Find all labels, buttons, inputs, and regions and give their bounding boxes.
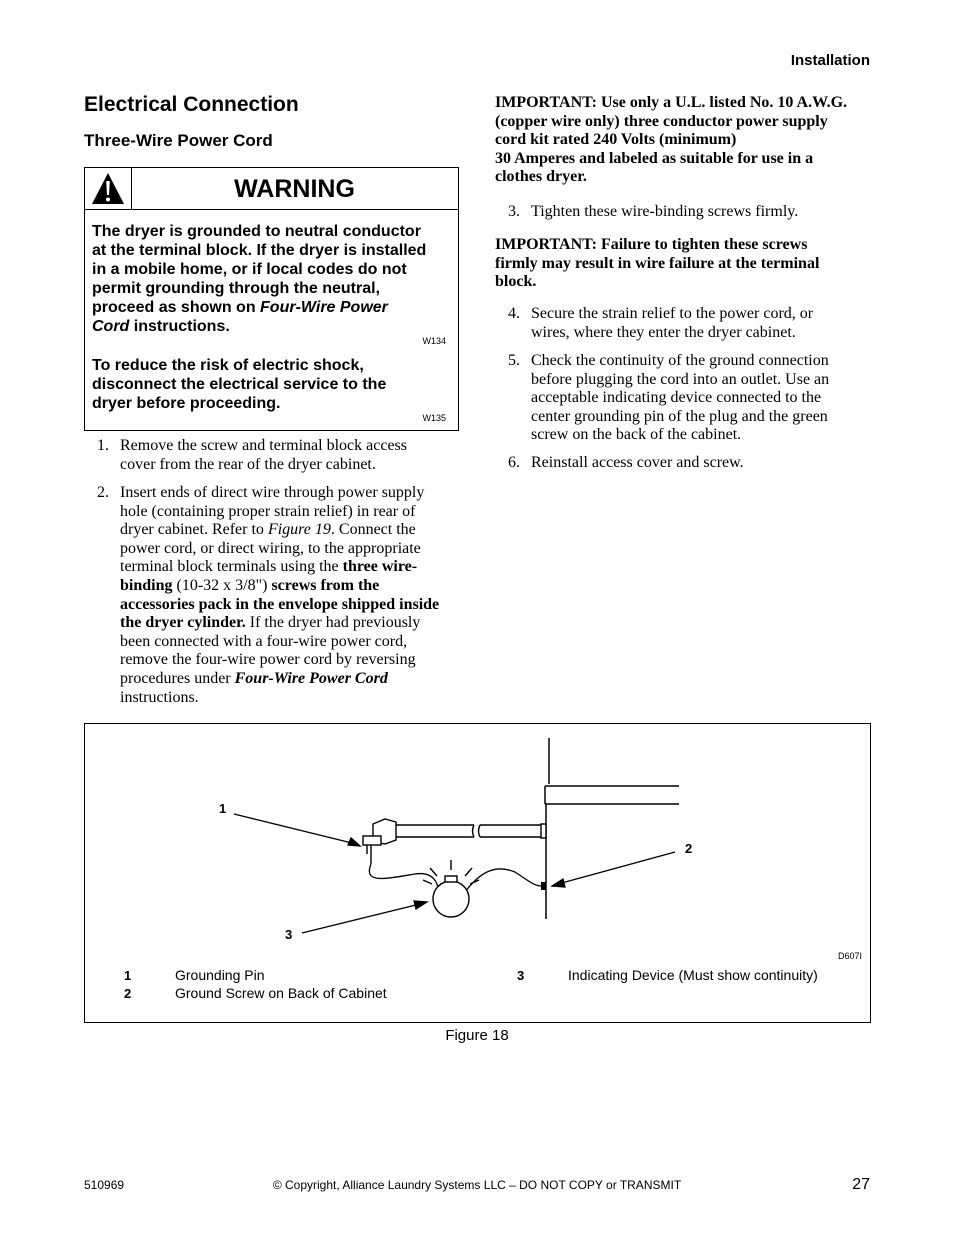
step-text bbox=[531, 305, 813, 342]
warning-line bbox=[92, 298, 452, 317]
warning-line: in a mobile home, or if local codes do not bbox=[92, 261, 407, 278]
step-emphasis: the dryer cylinder. bbox=[120, 614, 246, 632]
step-line: acceptable indicating device connected to the bbox=[531, 389, 822, 407]
warning-box bbox=[84, 167, 459, 431]
step-text-run: procedures under bbox=[120, 669, 235, 687]
warning-text: proceed as shown on bbox=[92, 299, 261, 316]
plug bbox=[363, 819, 396, 864]
warning-line: The dryer is grounded to neutral conductor bbox=[92, 223, 421, 240]
step-text-run: dryer cabinet. Refer to bbox=[120, 521, 268, 539]
step-line bbox=[120, 577, 465, 596]
step-text-run: terminal block terminals using the bbox=[120, 558, 343, 576]
warning-paragraph-2 bbox=[92, 356, 452, 413]
step-text bbox=[120, 484, 465, 707]
subheading: Three-Wire Power Cord bbox=[84, 131, 273, 150]
warning-line: dryer before proceeding. bbox=[92, 395, 281, 412]
important-line: (copper wire only) three conductor power supply bbox=[495, 112, 828, 130]
step-line: Secure the strain relief to the power cord, or bbox=[531, 305, 814, 322]
important-line: cord kit rated 240 Volts (minimum) bbox=[495, 131, 737, 149]
page-heading: Electrical Connection bbox=[84, 93, 299, 116]
warning-line bbox=[92, 317, 452, 336]
step-line: cover from the rear of the dryer cabinet. bbox=[120, 455, 376, 473]
drawing-code: D607I bbox=[838, 951, 863, 961]
step-number: 4. bbox=[508, 305, 520, 322]
warning-paragraph-1 bbox=[92, 222, 452, 336]
step-line: instructions. bbox=[120, 688, 199, 706]
warning-code-1: W134 bbox=[422, 336, 446, 346]
warning-title: WARNING bbox=[234, 175, 355, 203]
important-line: IMPORTANT: Failure to tighten these screws bbox=[495, 236, 808, 253]
callout-3: 3 bbox=[285, 927, 293, 942]
warning-line: disconnect the electrical service to the bbox=[92, 376, 387, 393]
step-emphasis: accessories pack in the envelope shipped inside bbox=[120, 595, 440, 613]
legend-number: 1 bbox=[124, 968, 132, 983]
step-line bbox=[120, 521, 465, 540]
callout-2: 2 bbox=[685, 841, 693, 856]
legend-number: 2 bbox=[124, 986, 132, 1001]
warning-reference: Cord bbox=[92, 318, 130, 335]
figure-caption: Figure 18 bbox=[445, 1027, 509, 1044]
power-cord bbox=[396, 824, 546, 838]
step-text-run: (10-32 x 3/8") bbox=[172, 576, 272, 594]
indicating-lamp bbox=[423, 860, 479, 917]
warning-line: at the terminal block. If the dryer is installed bbox=[92, 242, 427, 259]
important-note-1 bbox=[495, 94, 875, 187]
warning-line: To reduce the risk of electric shock, bbox=[92, 357, 364, 374]
step-line: Check the continuity of the ground connection bbox=[531, 352, 829, 369]
important-line: 30 Amperes and labeled as suitable for use in a bbox=[495, 149, 814, 167]
step-emphasis: screws from the bbox=[271, 576, 380, 594]
dryer-cabinet bbox=[545, 738, 679, 919]
step-number: 1. bbox=[97, 437, 109, 454]
figure-reference-link: Figure 19 bbox=[267, 521, 331, 539]
important-line: IMPORTANT: Use only a U.L. listed No. 10 A.W.G. bbox=[495, 94, 848, 111]
page-number: 27 bbox=[852, 1176, 870, 1193]
warning-reference: Four-Wire Power bbox=[260, 299, 388, 316]
legend-label: Ground Screw on Back of Cabinet bbox=[175, 985, 387, 1001]
doc-number: 510969 bbox=[84, 1178, 125, 1192]
callout-1: 1 bbox=[219, 801, 227, 816]
step-line bbox=[120, 670, 465, 689]
warning-code-2: W135 bbox=[422, 413, 446, 423]
ground-screw bbox=[541, 882, 546, 890]
warning-header bbox=[85, 168, 458, 210]
legend-label: Indicating Device (Must show continuity) bbox=[568, 967, 818, 983]
step-line: Insert ends of direct wire through power supply bbox=[120, 484, 425, 501]
important-note-2 bbox=[495, 236, 875, 292]
step-text bbox=[120, 437, 407, 474]
step-text: Reinstall access cover and screw. bbox=[531, 454, 744, 471]
step-line: wires, where they enter the dryer cabinet. bbox=[531, 323, 796, 341]
warning-text: instructions. bbox=[129, 318, 230, 335]
step-emphasis: three wire- bbox=[342, 558, 418, 576]
figure-box bbox=[84, 723, 871, 1023]
warning-icon-cell bbox=[85, 168, 132, 209]
important-line: block. bbox=[495, 273, 537, 291]
step-line: hole (containing proper strain relief) in rear of bbox=[120, 502, 416, 520]
step-text: Tighten these wire-binding screws firmly. bbox=[531, 203, 799, 220]
warning-line: permit grounding through the neutral, bbox=[92, 280, 380, 297]
step-emphasis: binding bbox=[120, 576, 173, 594]
step-line: Remove the screw and terminal block access bbox=[120, 437, 407, 454]
step-line bbox=[120, 558, 465, 577]
step-line: screw on the back of the cabinet. bbox=[531, 426, 742, 444]
step-line: remove the four-wire power cord by reversing bbox=[120, 651, 416, 669]
step-text-run: . Connect the bbox=[330, 521, 416, 539]
step-number: 2. bbox=[97, 484, 109, 501]
step-line: power cord, or direct wiring, to the appropriate bbox=[120, 539, 421, 557]
warning-triangle-icon bbox=[91, 172, 125, 205]
section-reference-link: Four-Wire Power Cord bbox=[234, 669, 388, 687]
important-line: clothes dryer. bbox=[495, 168, 587, 186]
step-line: before plugging the cord into an outlet. Use an bbox=[531, 370, 830, 388]
step-text-run: If the dryer had previously bbox=[245, 614, 421, 632]
step-line: been connected with a four-wire power cord, bbox=[120, 632, 408, 650]
step-number: 5. bbox=[508, 352, 520, 369]
step-text bbox=[531, 352, 829, 445]
legend-label: Grounding Pin bbox=[175, 967, 265, 983]
legend-number: 3 bbox=[517, 968, 525, 983]
step-number: 6. bbox=[508, 454, 520, 471]
important-line: firmly may result in wire failure at the terminal bbox=[495, 254, 820, 272]
copyright-notice: © Copyright, Alliance Laundry Systems LLC – DO NOT COPY or TRANSMIT bbox=[272, 1178, 682, 1192]
step-line bbox=[120, 596, 465, 615]
section-label: Installation bbox=[790, 52, 870, 69]
step-line bbox=[120, 614, 465, 633]
step-number: 3. bbox=[508, 203, 520, 220]
step-line: center grounding pin of the plug and the green bbox=[531, 407, 828, 425]
